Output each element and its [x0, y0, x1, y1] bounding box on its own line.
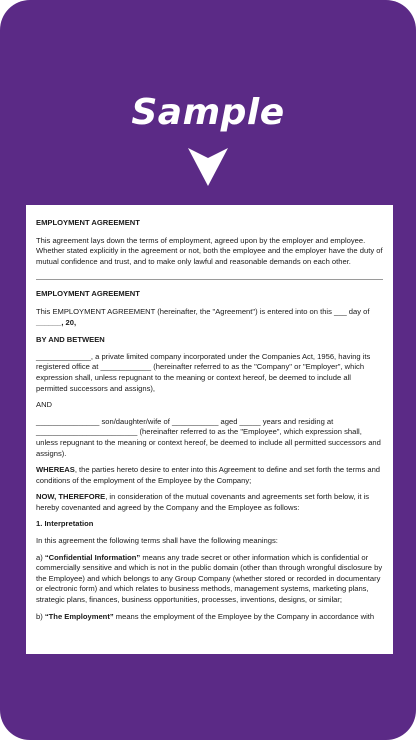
interpretation-intro: In this agreement the following terms shall have the following meanings:: [36, 536, 278, 546]
definition-b-term: “The Employment”: [44, 611, 114, 621]
whereas-paragraph: [36, 465, 383, 486]
whereas-label: WHEREAS: [36, 465, 75, 475]
by-and-between: BY AND BETWEEN: [36, 335, 105, 345]
now-therefore-paragraph: [36, 492, 383, 513]
section1-heading: EMPLOYMENT AGREEMENT: [36, 218, 140, 227]
now-therefore-label: NOW, THEREFORE: [36, 492, 106, 502]
definition-a-text: means any trade secret or other information which is confidential or commercially sensitive and which is not in the public domain (other than through wrongful disclosure by the Employee) and which belongs to any Group Company (whether stored or recorded in documentary or electronic form) and which relates to business methods, management systems, marketing plans, strategic plans, finances, business opportunities, processes, inventions, designs, or similar;: [36, 552, 383, 605]
section2-heading: EMPLOYMENT AGREEMENT: [36, 289, 140, 299]
definition-a: [36, 553, 383, 606]
section1-intro: This agreement lays down the terms of employment, agreed upon by the employer and employee. Whether stated explicitly in the agreement or not, both the employee and the employer have the duty of mutual confidence and trust, and to make only lawful and reasonable demands on each other.: [36, 235, 383, 266]
agreement-date-year: ______, 20,: [36, 317, 77, 327]
sample-title: Sample: [131, 92, 285, 133]
definition-b: [36, 612, 383, 623]
divider: [36, 279, 383, 280]
employee-paragraph: _______________ son/daughter/wife of ___________ aged _____ years and residing at ________________________ (hereinafter referred to as the "Employee", which expression shall, unless repugnant to the meaning or context hereof, be deemed to include all permitted successors and assigns).: [36, 416, 381, 458]
interpretation-heading: 1. Interpretation: [36, 519, 94, 529]
whereas-text: , the parties hereto desire to enter into this Agreement to define and set forth the terms and conditions of the employment of the Employee by the Company;: [36, 465, 381, 485]
company-paragraph: _____________, a private limited company incorporated under the Companies Act, 1956, having its registered office at ____________ (hereinafter referred to as the "Company" or "Employer", which expression shall, unless repugnant to the meaning or context hereof, be deemed to include all permitted successors and assigns),: [36, 351, 371, 393]
now-therefore-text: , in consideration of the mutual covenants and agreements set forth below, it is hereby covenanted and agreed by the Company and the Employee as follows:: [36, 492, 370, 512]
definition-a-prefix: a): [36, 552, 45, 562]
agreement-date-paragraph: [36, 307, 383, 328]
document-preview: [26, 205, 393, 654]
definition-b-text: means the employment of the Employee by the Company in accordance with: [113, 611, 375, 621]
agreement-date-line: This EMPLOYMENT AGREEMENT (hereinafter, the "Agreement") is entered into on this ___ day of: [36, 306, 370, 316]
and-label: AND: [36, 400, 53, 410]
definition-a-term: “Confidential Information”: [44, 552, 141, 562]
arrow-down-icon: [188, 148, 228, 186]
definition-b-prefix: b): [36, 611, 45, 621]
